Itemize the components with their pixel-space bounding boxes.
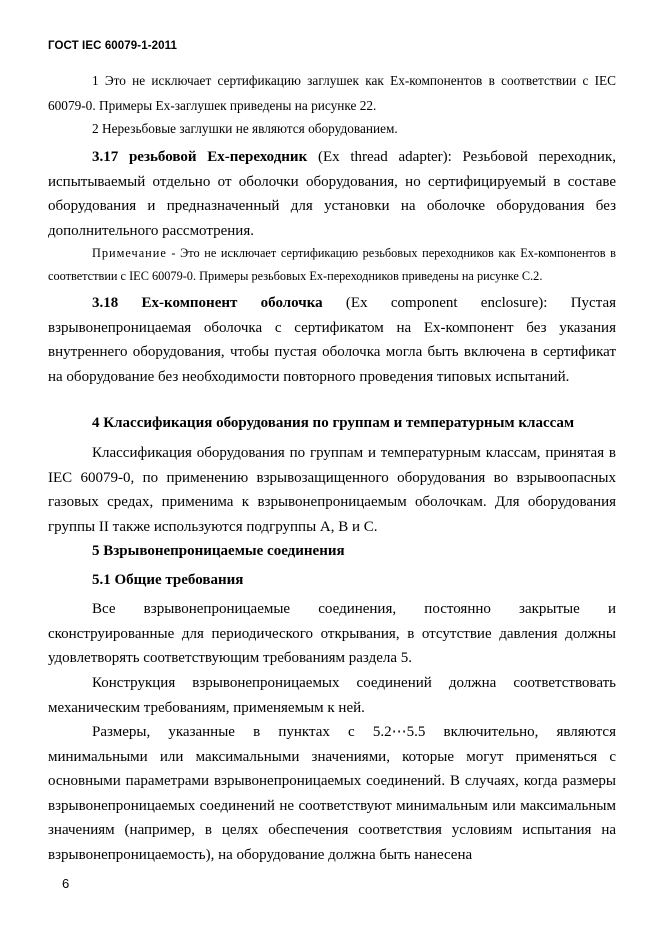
note-1 [48,68,616,118]
page-number: 6 [62,876,70,891]
section-5-1-p3-text: Размеры, указанные в пунктах с 5.2⋯5.5 включительно, являются минимальными или максимальными значениями, которые могут применяться с основными параметрами взрывонепроницаемых соединений. В случаях, когда размеры взрывонепроницаемых соединений не соответствуют минимальным или максимальным значениям (например, в целях обеспечения соответствия условиям испытания на взрывонепроницаемость), на оборудование должна быть нанесена [48,724,616,863]
definition-3-17 [48,145,616,243]
note-1-text: 1 Это не исключает сертификацию заглушек как Ex-компонентов в соответствии с IEC 60079-0. Примеры Ex-заглушек приведены на рисунке 22. [48,73,616,113]
section-4-text: Классификация оборудования по группам и температурным классам, принятая в IEC 60079-0, по применению взрывозащищенного оборудования во взрывоопасных газовых средах, применима к взрывонепроницаемым оболочкам. Для оборудования группы II также используются подгруппы А, В и С. [48,445,616,535]
section-5-1-p1 [48,597,616,671]
note-3-17-text: - Это не исключает сертификацию резьбовых переходников как Ex-компонентов в соответствии с IEC 60079-0. Примеры резьбовых Ex-переходников приведены на рисунке C.2. [48,246,616,283]
section-5-1-title: 5.1 Общие требования [92,572,244,588]
section-5-title: 5 Взрывонепроницаемые соединения [92,543,345,559]
section-5-1-p3 [48,720,616,867]
section-5-1-p2 [48,671,616,720]
note-2 [48,118,616,140]
document-header: ГОСТ IEC 60079-1-2011 [48,40,177,52]
section-5-1-p1-text: Все взрывонепроницаемые соединения, постоянно закрытые и сконструированные для периодического открывания, в отсутствие давления должны удовлетворять соответствующим требованиям раздела 5. [48,601,616,666]
note-label: Примечание [92,246,167,260]
note-2-text: 2 Нерезьбовые заглушки не являются оборудованием. [92,121,398,136]
section-4-title: 4 Классификация оборудования по группам и температурным классам [92,415,575,431]
definition-3-17-term: 3.17 резьбовой Ex-переходник [92,149,308,165]
definition-3-18-term: 3.18 Ex-компонент оболочка [92,295,323,311]
section-4-body [48,441,616,539]
note-3-17 [48,242,616,288]
definition-3-18-text: (Ex component enclosure): Пустая взрывонепроницаемая оболочка с сертификатом на Ex-компонент без указания внутреннего оборудования, чтобы пустая оболочка могла быть включена в сертификат на оборудование без необходимости повторного проведения типовых испытаний. [48,295,617,385]
section-5-1-p2-text: Конструкция взрывонепроницаемых соединений должна соответствовать механическим требованиям, применяемым к ней. [48,675,616,716]
definition-3-18 [48,291,616,389]
definition-3-17-text: (Ex thread adapter): Резьбовой переходник, испытываемый отдельно от оболочки оборудования, но сертифицируемый в составе оборудования и предназначенный для установки на оболочке оборудования без дополнительного рассмотрения. [48,149,616,239]
